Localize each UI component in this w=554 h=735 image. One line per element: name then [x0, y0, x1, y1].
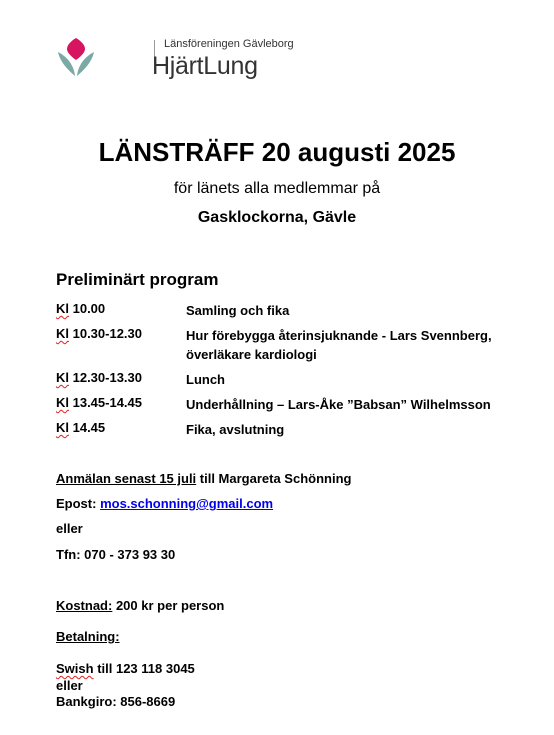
event-subtitle: för länets alla medlemmar på	[173, 180, 381, 197]
event-title: LÄNSTRÄFF 20 augusti 2025	[98, 137, 456, 167]
logo-brand-name: HjärtLung	[152, 52, 258, 80]
kl-label: Kl	[56, 370, 69, 385]
kl-label: Kl	[56, 301, 69, 316]
event-venue: Gasklockorna, Gävle	[197, 209, 357, 226]
program-heading: Preliminärt program	[56, 270, 219, 289]
registration-line	[56, 471, 351, 486]
heart-lung-logo-icon	[56, 36, 96, 80]
swish-line	[56, 661, 195, 676]
program-desc: Lunch	[186, 372, 225, 387]
email-link[interactable]: mos.schonning@gmail.com	[100, 496, 274, 511]
kl-label: Kl	[56, 395, 69, 410]
bankgiro-line: Bankgiro: 856-8669	[56, 694, 176, 709]
email-line	[56, 496, 273, 511]
cost-line	[56, 598, 224, 613]
program-desc: Fika, avslutning	[186, 422, 285, 437]
payment-label: Betalning:	[56, 629, 120, 644]
program-desc: Samling och fika	[186, 303, 290, 318]
program-desc: Underhållning – Lars-Åke ”Babsan” Wilhelmsson	[186, 397, 491, 412]
registration-contact: till Margareta Schönning	[196, 471, 352, 486]
program-time: Kl 10.00	[56, 301, 106, 316]
cost-label: Kostnad:	[56, 598, 113, 613]
or-text: eller	[56, 521, 83, 536]
program-time: Kl 10.30-12.30	[56, 326, 143, 341]
registration-deadline: Anmälan senast 15 juli	[56, 471, 197, 486]
program-desc: Hur förebygga återinsjuknande - Lars Svennberg, överläkare kardiologi	[186, 328, 492, 362]
organization-logo	[56, 36, 294, 84]
logo-org-name: Länsföreningen Gävleborg	[164, 38, 294, 50]
kl-label: Kl	[56, 326, 69, 341]
program-time: Kl 12.30-13.30	[56, 370, 143, 385]
email-label: Epost:	[56, 496, 101, 511]
program-time: Kl 13.45-14.45	[56, 395, 143, 410]
swish-number: till 123 118 3045	[93, 661, 195, 676]
phone-line: Tfn: 070 - 373 93 30	[56, 547, 176, 562]
program-time: Kl 14.45	[56, 420, 106, 435]
cost-value: 200 kr per person	[112, 598, 225, 613]
swish-word: Swish	[56, 661, 94, 676]
kl-label: Kl	[56, 420, 69, 435]
or-text: eller	[56, 678, 83, 693]
